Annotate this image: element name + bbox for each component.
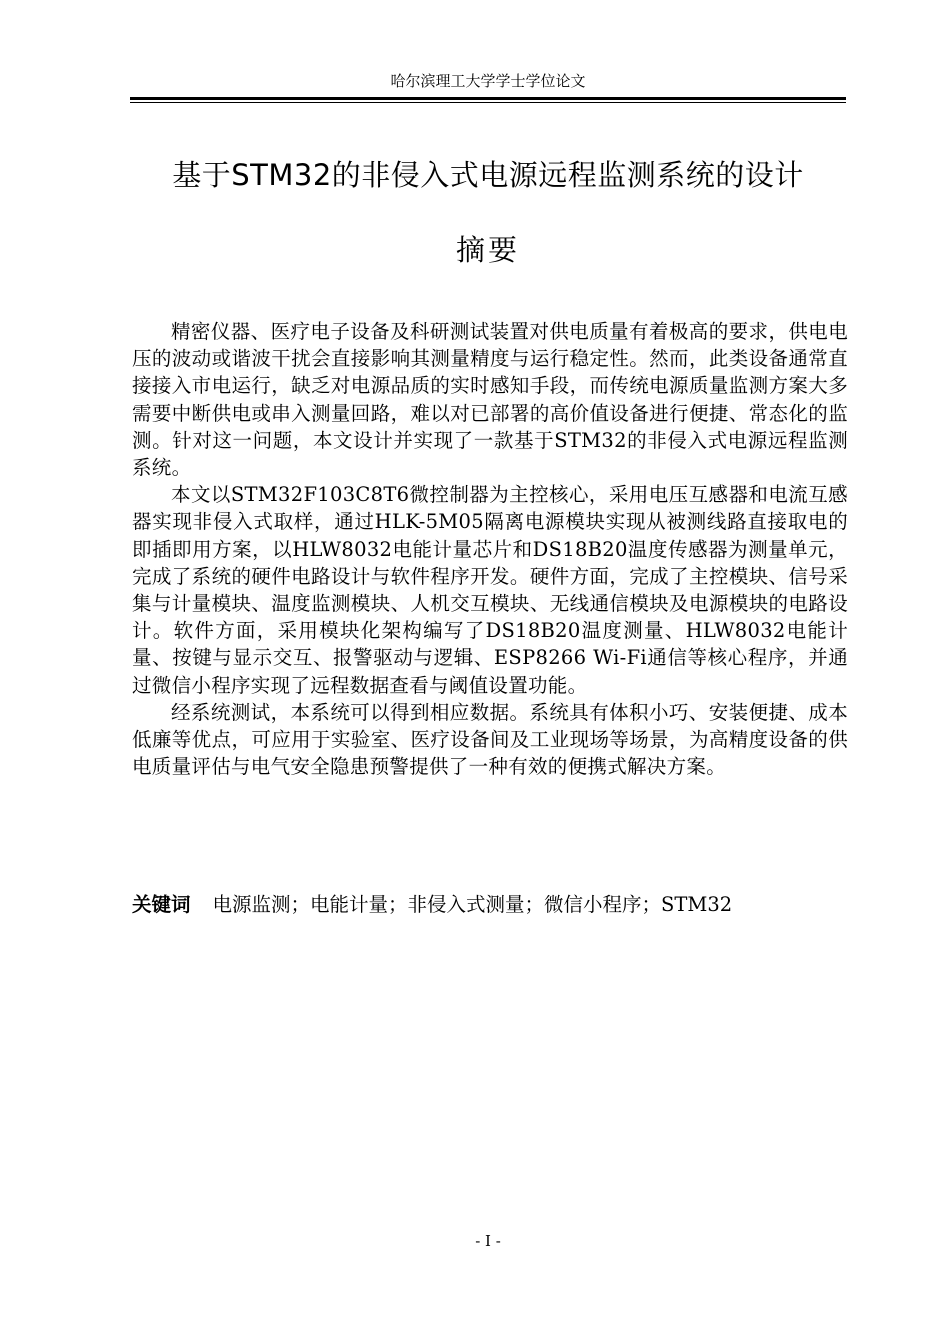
abstract-body <box>132 318 848 780</box>
running-header: 哈尔滨理工大学学士学位论文 <box>390 72 586 90</box>
keywords-label: 关键词 <box>132 893 191 916</box>
page-number: - I - <box>475 1232 501 1250</box>
abstract-heading: 摘要 <box>455 233 520 267</box>
document-title: 基于STM32的非侵入式电源远程监测系统的设计 <box>172 158 804 192</box>
abstract-paragraph-2: 本文以STM32F103C8T6微控制器为主控核心，采用电压互感器和电流互感器实现非侵入式取样，通过HLK-5M05隔离电源模块实现从被测线路直接取电的即插即用方案，以HLW8032电能计量芯片和DS18B20温度传感器为测量单元，完成了系统的硬件电路设计与软件程序开发。硬件方面，完成了主控模块、信号采集与计量模块、温度监测模块、人机交互模块、无线通信模块及电源模块的电路设计。软件方面，采用模块化架构编写了DS18B20温度测量、HLW8032电能计量、按键与显示交互、报警驱动与逻辑、ESP8266 Wi-Fi通信等核心程序，并通过微信小程序实现了远程数据查看与阈值设置功能。 <box>132 483 848 697</box>
abstract-paragraph-1: 精密仪器、医疗电子设备及科研测试装置对供电质量有着极高的要求，供电电压的波动或谐波干扰会直接影响其测量精度与运行稳定性。然而，此类设备通常直接接入市电运行，缺乏对电源品质的实时感知手段，而传统电源质量监测方案大多需要中断供电或串入测量回路，难以对已部署的高价值设备进行便捷、常态化的监测。针对这一问题，本文设计并实现了一款基于STM32的非侵入式电源远程监测系统。 <box>132 320 848 480</box>
header-rule-thick <box>130 97 846 100</box>
abstract-paragraph-3: 经系统测试，本系统可以得到相应数据。系统具有体积小巧、安装便捷、成本低廉等优点，可应用于实验室、医疗设备间及工业现场等场景，为高精度设备的供电质量评估与电气安全隐患预警提供了一种有效的便携式解决方案。 <box>132 700 848 779</box>
keywords-text: 电源监测；电能计量；非侵入式测量；微信小程序；STM32 <box>212 893 733 916</box>
header-rule-thin <box>130 102 846 103</box>
keywords-line <box>132 890 848 920</box>
